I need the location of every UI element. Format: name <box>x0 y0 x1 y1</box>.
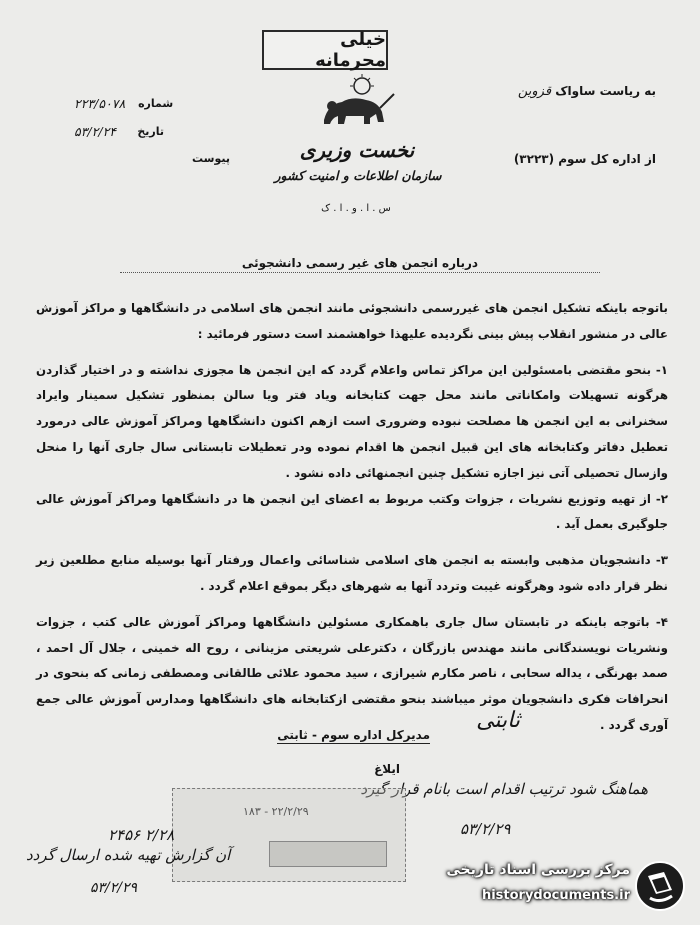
meta-date <box>74 124 164 139</box>
handwritten-bottom-date: ۵۳/۲/۲۹ <box>90 880 138 896</box>
intro-paragraph: باتوجه باینکه تشکیل انجمن های غیررسمی دانشجوئی مانند انجمن های اسلامی در دانشگاهها و مراکز آموزش عالی در منشور انقلاب پیش بینی نگردیده علیهذا خواهشمند است دستور فرمائید : <box>36 301 668 341</box>
register-stamp-box <box>269 841 387 867</box>
lion-and-sun-emblem-icon <box>312 72 398 130</box>
archive-logo-icon <box>634 860 686 912</box>
handwritten-margin-date: ۵۳/۲/۲۹ <box>460 820 511 838</box>
recipient-label: به ریاست ساواک <box>555 84 656 98</box>
signature-title: مدیرکل اداره سوم - ثابتی <box>277 728 430 742</box>
recipient-line <box>518 84 656 99</box>
register-number: ۲۴۵۶ ۲/۲۸ <box>108 826 175 844</box>
recipient-city: قزوین <box>517 84 552 99</box>
item-2-paragraph: ۲- از تهیه وتوزیع نشریات ، جزوات وکتب مربوط به اعضای این انجمن ها در دانشگاهها ومراکز آموزش عالی جلوگیری بعمل آید . <box>36 491 668 532</box>
subject-line: درباره انجمن های غیر رسمی دانشجوئی <box>120 256 600 273</box>
handwritten-margin-note: هماهنگ شود ترتیب اقدام است بانام قرار گیرد <box>360 780 648 798</box>
date-value: ۵۳/۲/۲۴ <box>74 124 116 139</box>
meta-number <box>74 96 173 111</box>
watermark <box>432 852 692 918</box>
date-label: تاریخ <box>137 125 164 138</box>
number-label: شماره <box>138 97 174 110</box>
letter-body <box>36 296 668 739</box>
organization-code: س . ا . و . ا . ک <box>321 203 391 214</box>
sender-line: از اداره کل سوم (۳۲۲۳) <box>513 152 656 166</box>
handwritten-bottom-note: آن گزارش تهیه شده ارسال گردد <box>26 846 231 864</box>
item-3-paragraph: ۳- دانشجویان مذهبی وابسته به انجمن های اسلامی شناسائی واعمال ورفتار آنها بوسیله منابع مطلعین زیر نظر قرار داده شود وهرگونه غیبت وتردد آنها به شهرهای دیگر بموقع اعلام گردد . <box>36 553 668 593</box>
classification-stamp: خیلی محرمانه <box>262 30 388 70</box>
item-1-paragraph: ۱- بنحو مقتضی بامسئولین این مراکز تماس واعلام گردد که این انجمن ها مجوزی نداشته و در اختیار گذاردن هرگونه تسهیلات وامکاناتی مانند محل جهت کتابخانه ویاد فتر ویا سالن بمنظور تشکیل سمینار وایراد سخنرانی به این انجمن ها مصلحت نبوده وضروری است ازهم اکنون دانشگاهها ومراکز آموزش عالی درمورد تعطیل دفاتر وکتابخانه های این قبیل انجمن ها اقدام نموده ودر تعطیلات تابستانی سال جاری آنها را منحل وازسال تحصیلی آتی نیز اجازه تشکیل چنین انجمنهائی داده نشود . <box>36 362 668 480</box>
attachment-label: پیوست <box>192 152 230 165</box>
watermark-title: مرکز بررسی اسناد تاریخی <box>446 862 630 878</box>
number-value: ۲۲۳/۵۰۷۸ <box>74 96 126 111</box>
ministry-title: نخست وزیری <box>299 138 415 162</box>
copy-label: ایلاغ <box>374 762 400 776</box>
organization-name: سازمان اطلاعات و امنیت کشور <box>274 168 442 183</box>
watermark-url: historydocuments.ir <box>481 888 630 903</box>
meta-attachment <box>190 152 230 165</box>
register-stamp-code: ۱۸۳ - ۲۲/۲/۲۹ <box>243 805 309 818</box>
item-4-paragraph: ۴- باتوجه باینکه در تابستان سال جاری باهمکاری مسئولین دانشگاهها ومراکز آموزش عالی کتب ، جزوات ونشریات نویسندگانی مانند مهندس بازرگان ، دکترعلی شریعتی مزینانی ، روح اله خمینی ، جلال آل احمد ، صمد بهرنگی ، یداله سحابی ، ناصر مکارم شیرازی ، سید محمود علائی طالقانی ومصطفی زمانی که بنحوی در انحرافات فکری دانشجویان موثر میباشند بنحو مقتضی ازکتابخانه های دانشگاهها ومدارس آموزش عالی جمع آوری گردد . <box>36 614 668 732</box>
register-stamp <box>172 788 406 882</box>
handwritten-signature: ثابتی <box>476 708 520 733</box>
